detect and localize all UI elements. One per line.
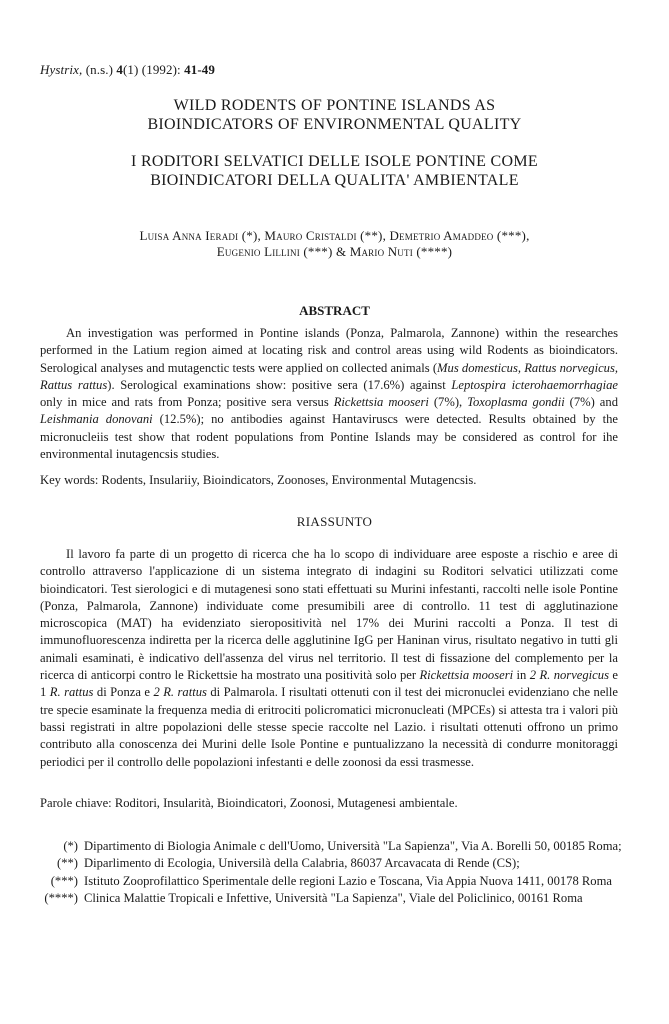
riassunto-text-part: in [513,668,530,683]
species-name: Rickettsia mooseri [419,668,514,683]
italian-title-line-2: BIOINDICATORI DELLA QUALITA' AMBIENTALE [150,172,519,189]
abstract-text [40,325,618,463]
english-title [0,96,669,134]
italian-title-line-1: I RODITORI SELVATICI DELLE ISOLE PONTINE COME [131,153,538,170]
affiliation-item [16,838,626,855]
riassunto-heading: RIASSUNTO [296,514,373,529]
journal-pages: 41-49 [184,62,215,77]
riassunto-keywords: Parole chiave: Roditori, Insularità, Bioindicatori, Zoonosi, Mutagenesi ambientale. [40,796,458,810]
affiliation-mark: (****) [44,891,78,906]
riassunto-text-part: di Ponza e [93,685,154,700]
journal-name: Hystrix, [40,62,83,77]
abstract-text-part: (7%) and [564,395,618,410]
english-title-line-1: WILD RODENTS OF PONTINE ISLANDS AS [173,97,496,114]
affiliation-mark: (***) [50,873,78,888]
journal-series: (n.s.) [85,62,114,77]
species-name: Toxoplasma gondii [467,395,565,410]
journal-volume: 4 [116,62,123,77]
italian-title [0,152,669,190]
species-name: Leptospira icterohaemorrhagiae [451,377,618,392]
journal-issue-year: (1) (1992): [122,62,181,77]
riassunto-text-part: Il lavoro fa parte di un progetto di ricerca che ha lo scopo di individuare aree esposte a rischio e aree di controllo attraverso l'applicazione di un sistema integrato di indagini su Roditori selvatici utilizzati come bioindicatori. Test sierologici e di mutagenesi sono stati effettuati su Murini infestanti, raccolti nelle isole Pontine (Ponza, Palmarola, Zannone) individuate come presumibili aree di controllo. 11 test di agglutinazione microscopica (MAT) ha evidenziato sieropositività nel 17% dei Murini raccolti a Ponza. Il test di immunofluorescenza indiretta per la ricerca delle agglutinine IgG per Haninan virus, risultato negativo in tutti gli animali esaminati, è indicativo dell'assenza del virus nel territorio. Il test di fissazione del complemento per la ricerca di anticorpi contro le Rickettsie ha mostrato una positività solo per [40,547,618,683]
riassunto-text-part: e 1 [40,668,618,700]
riassunto-text [40,546,618,771]
affiliation-text: Istituto Zooprofilattico Sperimentale delle regioni Lazio e Toscana, Via Appia Nuova 1411, 00178 Roma [84,873,612,888]
species-name: 2 R. norvegicus [529,668,609,683]
species-name: Rickettsia mooseri [333,395,429,410]
affiliation-mark: (**) [57,856,78,871]
affiliation-list [16,838,626,908]
author-line-1: Luisa Anna Ieradi (*), Mauro Cristaldi (**), Demetrio Amaddeo (***), [139,228,530,243]
abstract-text-part: (7%), [428,395,468,410]
affiliation-item [16,873,626,890]
abstract-keywords: Key words: Rodents, Insulariiy, Bioindicators, Zoonoses, Environmental Mutagencsis. [40,473,477,487]
species-name: R. rattus [49,685,94,700]
affiliation-item [16,890,626,907]
journal-citation [40,62,215,78]
affiliation-mark: (*) [63,839,78,853]
riassunto-text-part: di Palmarola. I risultati ottenuti con il test dei micronuclei evidenziano che nelle tre specie esaminate la frequenza media di eritrociti policromatici micronucleati (MPCEs) si attesta tra i valori più bassi registrati in altre popolazioni delle stesse specie raccolte nel Lazio. i risultati ottenuti offrono un primo contributo alla conoscenza dei Murini delle Isole Pontine e puntualizzano la necessità di condurre monitoraggi periodici per il controllo delle popolazioni infestanti e delle zoonosi da essi trasmesse. [40,685,618,769]
species-name: 2 R. rattus [153,685,207,700]
affiliation-item [16,855,626,872]
abstract-text-part: An investigation was performed in Pontine islands (Ponza, Palmarola, Zannone) within the researches performed in the Latium region aimed at locating risk and control areas using wild Rodents as bioindicators. Serological analyses and mutagenctic tests were applied on collected animals ( [40,326,618,375]
species-name: Leishmania donovani [40,412,153,427]
english-title-line-2: BIOINDICATORS OF ENVIRONMENTAL QUALITY [147,116,522,133]
species-name: Mus domesticus, Rattus norvegicus, Rattus rattus [40,360,619,392]
abstract-text-part: only in mice and rats from Ponza; positive sera versus [40,395,334,410]
affiliation-text: Dipartimento di Biologia Animale c dell'Uomo, Università "La Sapienza", Via A. Borelli 50, 00185 Roma; [84,839,622,853]
affiliation-text: Clinica Malattie Tropicali e Infettive, Università "La Sapienza", Viale del Policlinico, 00161 Roma [84,891,583,906]
abstract-text-part: (12.5%); no antibodies against Hantaviruscs were detected. Results obtained by the micronucleiis test show that rodent populations from Pontine Islands may be considered as control for ihe environmental inutagencsis studies. [40,412,619,462]
affiliation-text: Diparlimento di Ecologia, Universilà della Calabria, 86037 Arcavacata di Rende (CS); [84,856,520,871]
author-list [0,228,669,260]
author-line-2: Eugenio Lillini (***) & Mario Nuti (****) [216,244,453,259]
abstract-heading: ABSTRACT [299,303,370,318]
abstract-text-part: ). Serological examinations show: positive sera (17.6%) against [107,377,452,392]
